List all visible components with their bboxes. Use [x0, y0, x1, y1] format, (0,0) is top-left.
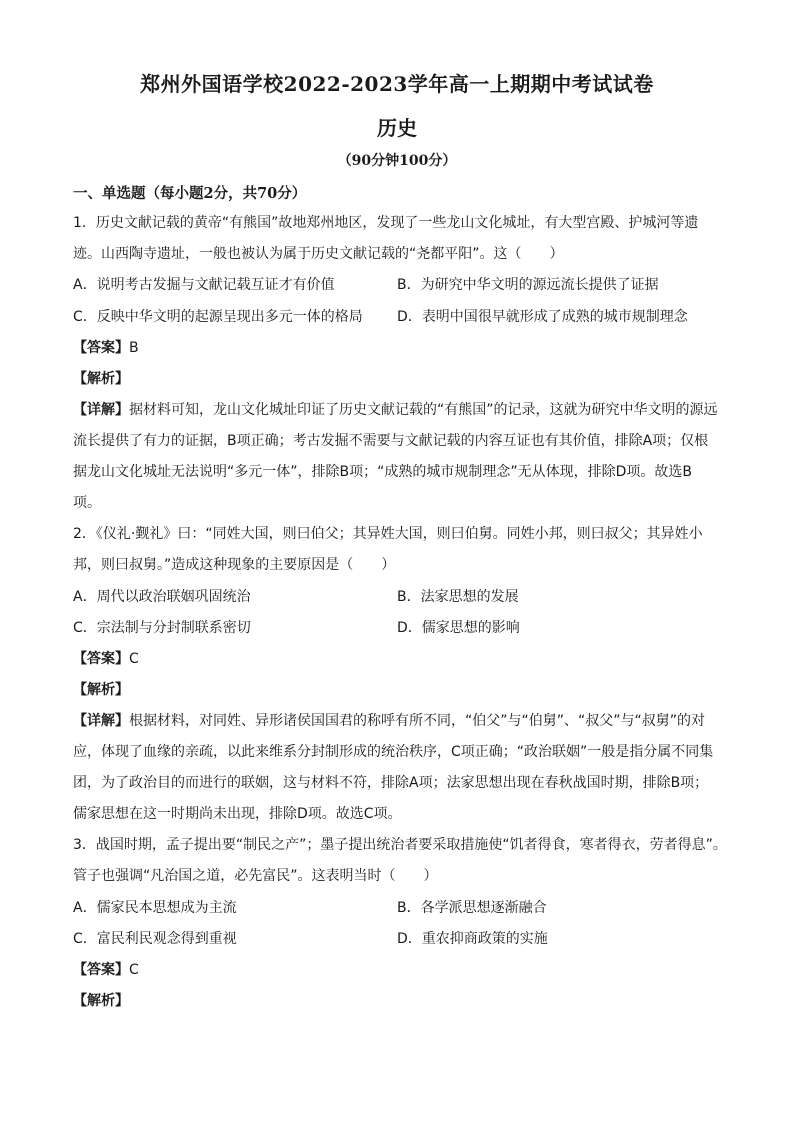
analysis-label: 【解析】: [73, 993, 129, 1009]
q2-answer-value: C: [129, 651, 139, 667]
answer-label: 【答案】: [73, 340, 129, 356]
q3-option-c: C．富民利民观念得到重视: [73, 931, 237, 947]
answer-label: 【答案】: [73, 962, 129, 978]
q2-stem-line-1: 2．《仪礼·觐礼》曰：“同姓大国，则曰伯父；其异姓大国，则曰伯舅。同姓小邦，则曰叔父；其异姓小: [73, 526, 703, 542]
q1-detail-line-4: 项。: [73, 495, 101, 511]
q1-stem-line-1: 1．历史文献记载的黄帝“有熊国”故地郑州地区，发现了一些龙山文化城址，有大型宫殿、护城河等遗: [73, 215, 699, 231]
analysis-label: 【解析】: [73, 682, 129, 698]
section-title: 一、单选题（每小题2分，共70分）: [73, 185, 307, 202]
q1-answer-value: B: [129, 340, 139, 356]
q2-option-a: A．周代以政治联姻巩固统治: [73, 589, 251, 605]
q1-answer: [73, 338, 139, 358]
q1-detail-line-3: 据龙山文化城址无法说明“多元一体”，排除B项；“成熟的城市规制理念”无从体现，排除D项。故选B: [73, 464, 692, 480]
q3-answer: [73, 960, 139, 980]
q2-analysis-label: [73, 680, 129, 700]
detail-label: 【详解】: [73, 713, 129, 729]
answer-label: 【答案】: [73, 651, 129, 667]
q1-stem-line-2: 迹。山西陶寺遗址，一般也被认为属于历史文献记载的“尧都平阳”。这（ ）: [73, 246, 564, 262]
q1-option-d: D．表明中国很早就形成了成熟的城市规制理念: [397, 309, 688, 325]
exam-title: 郑州外国语学校2022-2023学年高一上期期中考试试卷: [140, 72, 654, 96]
q1-detail-line-2: 流长提供了有力的证据，B项正确；考古发掘不需要与文献记载的内容互证也有其价值，排除A项；仅根: [73, 433, 709, 449]
q2-option-c: C．宗法制与分封制联系密切: [73, 620, 251, 636]
q3-option-a: A．儒家民本思想成为主流: [73, 900, 237, 916]
q2-option-d: D．儒家思想的影响: [397, 620, 520, 636]
q3-stem-line-2: 管子也强调“凡治国之道，必先富民”。这表明当时（ ）: [73, 868, 438, 884]
subject-title: 历史: [377, 116, 417, 140]
analysis-label: 【解析】: [73, 371, 129, 387]
q2-stem-line-2: 邦，则曰叔舅。”造成这种现象的主要原因是（ ）: [73, 557, 396, 573]
q2-detail-line-3: 团，为了政治目的而进行的联姻，这与材料不符，排除A项；法家思想出现在春秋战国时期，排除B项；: [73, 775, 709, 791]
q1-detail-text-1: 据材料可知，龙山文化城址印证了历史文献记载的“有熊国”的记录，这就为研究中华文明的源远: [129, 402, 718, 418]
q1-analysis-label: [73, 369, 129, 389]
q2-detail-text-1: 根据材料，对同姓、异形诸侯国国君的称呼有所不同，“伯父”与“伯舅”、“叔父”与“叔舅”的对: [129, 713, 706, 729]
q3-answer-value: C: [129, 962, 139, 978]
q1-detail-line-1: [73, 400, 733, 420]
detail-label: 【详解】: [73, 402, 129, 418]
q1-option-a: A．说明考古发掘与文献记载互证才有价值: [73, 277, 335, 293]
q2-detail-line-4: 儒家思想在这一时期尚未出现，排除D项。故选C项。: [73, 806, 402, 822]
q3-analysis-label: [73, 991, 129, 1011]
q3-stem-line-1: 3．战国时期，孟子提出要“制民之产”；墨子提出统治者要采取措施使“饥者得食，寒者得衣，劳者得息”。: [73, 837, 727, 853]
q2-option-b: B．法家思想的发展: [397, 589, 519, 605]
q3-option-d: D．重农抑商政策的实施: [397, 931, 548, 947]
q3-option-b: B．各学派思想逐渐融合: [397, 900, 547, 916]
q1-option-c: C．反映中华文明的起源呈现出多元一体的格局: [73, 309, 363, 325]
q2-detail-line-1: [73, 711, 733, 731]
q1-option-b: B．为研究中华文明的源远流长提供了证据: [397, 277, 659, 293]
q2-detail-line-2: 应，体现了血缘的亲疏，以此来维系分封制形成的统治秩序，C项正确；“政治联姻”一般是指分属不同集: [73, 744, 714, 760]
exam-time: （90分钟100分）: [337, 153, 457, 169]
q2-answer: [73, 649, 139, 669]
